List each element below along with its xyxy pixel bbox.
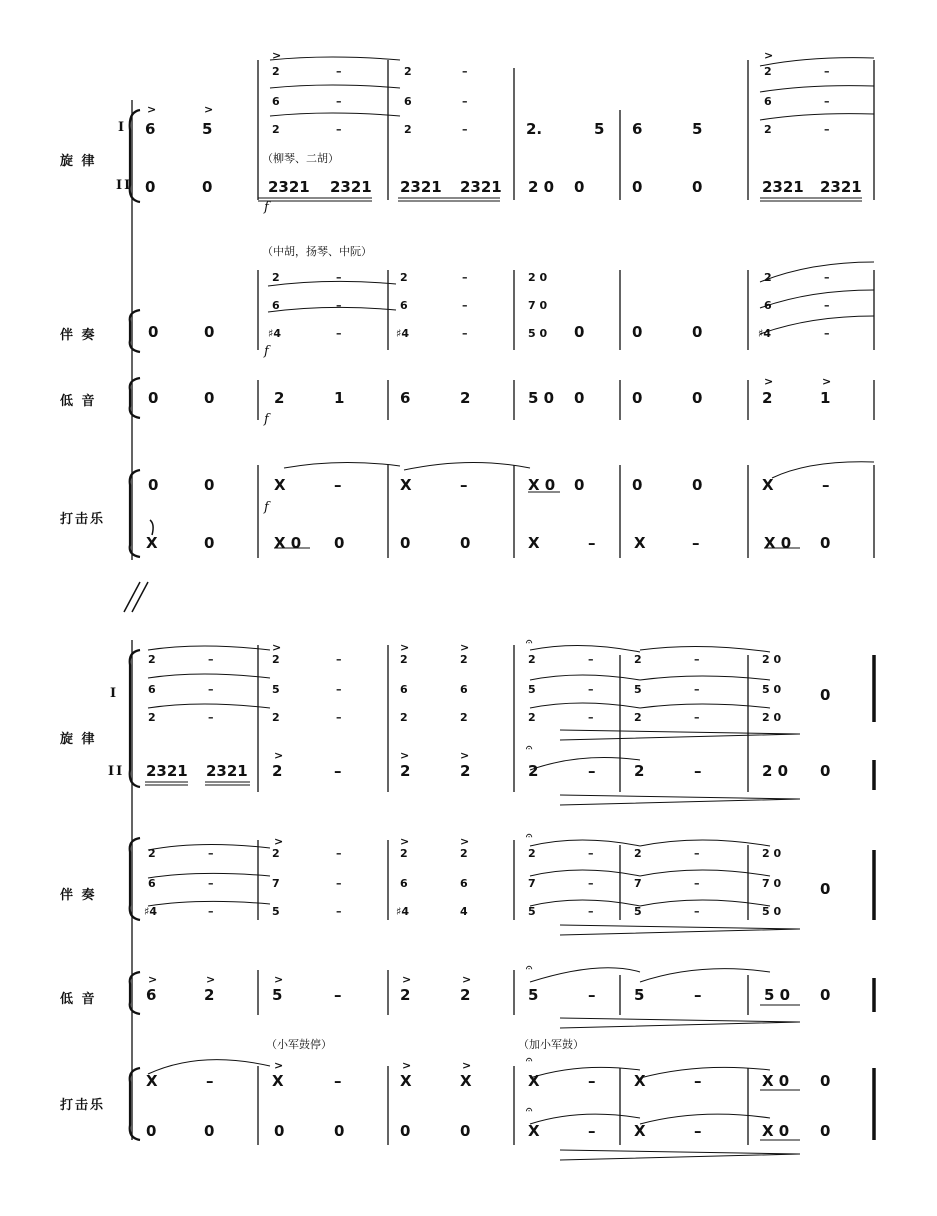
dash: – — [588, 762, 596, 780]
dash: – — [588, 847, 594, 860]
note: 5 — [528, 683, 536, 696]
fermata: 𝄐 — [526, 961, 533, 974]
dynamic-forte: f — [264, 412, 269, 427]
note: X — [146, 534, 158, 552]
note: 0 — [632, 476, 643, 494]
note: 0 — [148, 476, 159, 494]
accent-mark: > — [400, 835, 410, 848]
note: 6 — [632, 120, 643, 138]
note: 2 — [148, 653, 156, 666]
note: 6 — [148, 683, 156, 696]
note-figure: 2321 — [206, 762, 248, 780]
note: 2 — [528, 653, 536, 666]
note: 6 — [146, 986, 157, 1004]
dash: – — [462, 271, 468, 284]
dash: – — [462, 327, 468, 340]
note: X — [400, 476, 412, 494]
note: 2 — [460, 986, 471, 1004]
note: 0 — [632, 389, 643, 407]
note: X — [528, 1122, 540, 1140]
dash: – — [824, 271, 830, 284]
note-figure: 2321 — [460, 178, 502, 196]
label-voice-two-top: II — [116, 178, 133, 193]
note: 7 0 — [528, 299, 548, 312]
note: 2 0 — [528, 271, 548, 284]
fermata: 𝄐 — [526, 829, 533, 842]
note: ♯4 — [396, 327, 409, 340]
note: 0 — [820, 686, 831, 704]
note: 1 — [820, 389, 831, 407]
note: 0 — [202, 178, 213, 196]
note: 0 — [574, 323, 585, 341]
accent-mark: > — [274, 1059, 284, 1072]
accent-mark: > — [274, 973, 284, 986]
accent-mark: > — [460, 835, 470, 848]
dash: – — [694, 986, 702, 1004]
note: 2 — [272, 653, 280, 666]
note: 5 — [272, 905, 280, 918]
note: X — [762, 476, 774, 494]
note: 2 — [634, 711, 642, 724]
note: 2 — [272, 847, 280, 860]
dash: – — [824, 95, 830, 108]
note: ♯4 — [396, 905, 409, 918]
label-accomp-bottom: 伴 奏 — [60, 888, 97, 903]
note: 0 — [334, 534, 345, 552]
dash: – — [588, 877, 594, 890]
note: 2 — [634, 847, 642, 860]
note: 2 — [764, 65, 772, 78]
accent-mark: > — [764, 49, 774, 62]
annotation-add-snare: （加小军鼓） — [518, 1038, 584, 1051]
accent-mark: > — [402, 1059, 412, 1072]
note: 4 — [460, 905, 468, 918]
note: 2 — [528, 762, 539, 780]
dash: – — [334, 1072, 342, 1090]
note: 0 — [632, 178, 643, 196]
note: ♯4 — [758, 327, 771, 340]
note: 2 0 — [762, 711, 782, 724]
note: 0 — [148, 323, 159, 341]
dash: – — [336, 123, 342, 136]
note: 0 — [820, 1122, 831, 1140]
note-figure: 2321 — [146, 762, 188, 780]
note: 6 — [460, 877, 468, 890]
note: 0 — [204, 476, 215, 494]
note: 6 — [400, 299, 408, 312]
note: 2 — [460, 653, 468, 666]
dash: – — [336, 683, 342, 696]
note: 0 — [632, 323, 643, 341]
accent-mark: > — [462, 1059, 472, 1072]
fermata: 𝄐 — [526, 1103, 533, 1116]
label-perc-bottom: 打击乐 — [60, 1098, 106, 1113]
accent-mark: > — [272, 49, 282, 62]
label-melody-bottom: 旋 律 — [60, 732, 97, 747]
note: 0 — [274, 1122, 285, 1140]
note: 0 — [574, 389, 585, 407]
note: 0 — [692, 476, 703, 494]
note: 0 — [146, 1122, 157, 1140]
dynamic-forte: f — [264, 500, 269, 515]
note: 2 — [148, 847, 156, 860]
note: 2 — [460, 389, 471, 407]
note: 5 0 — [764, 986, 791, 1004]
note-figure: 2321 — [268, 178, 310, 196]
dash: – — [336, 299, 342, 312]
dash: – — [336, 653, 342, 666]
note: X — [274, 476, 286, 494]
dash: – — [694, 1122, 702, 1140]
accent-mark: > — [764, 375, 774, 388]
note: 6 — [148, 877, 156, 890]
dash: – — [824, 123, 830, 136]
note: 6 — [400, 877, 408, 890]
dash: – — [588, 986, 596, 1004]
note: 5 — [634, 986, 645, 1004]
dash: – — [336, 905, 342, 918]
note-figure: 2321 — [820, 178, 862, 196]
note: 6 — [460, 683, 468, 696]
dash: – — [824, 327, 830, 340]
dynamic-forte: f — [264, 344, 269, 359]
dash: – — [588, 711, 594, 724]
note: 0 — [204, 323, 215, 341]
dash: – — [588, 534, 596, 552]
note: 2 0 — [762, 653, 782, 666]
note: 6 — [145, 120, 156, 138]
label-melody-top: 旋 律 — [60, 154, 97, 169]
note: 2 0 — [762, 762, 789, 780]
accent-mark: > — [462, 973, 472, 986]
note: 5 — [202, 120, 213, 138]
note: 2 — [762, 389, 773, 407]
note: 0 — [400, 1122, 411, 1140]
note: 2 — [272, 271, 280, 284]
dash: – — [206, 1072, 214, 1090]
dash: – — [694, 683, 700, 696]
note: 2 — [404, 123, 412, 136]
note: 2 — [400, 762, 411, 780]
dash: – — [334, 986, 342, 1004]
system1-accomp-bracket — [130, 310, 140, 352]
note: 0 — [820, 534, 831, 552]
fermata: 𝄐 — [526, 635, 533, 648]
dash: – — [208, 683, 214, 696]
note: X — [634, 534, 646, 552]
dash: – — [336, 847, 342, 860]
dash: – — [462, 65, 468, 78]
dash: – — [824, 65, 830, 78]
dash: – — [692, 534, 700, 552]
dash: – — [336, 327, 342, 340]
dash: – — [824, 299, 830, 312]
note: 2 — [274, 389, 285, 407]
note: 0 — [400, 534, 411, 552]
dash: – — [208, 653, 214, 666]
note: 7 — [528, 877, 536, 890]
dash: – — [694, 1072, 702, 1090]
accent-mark: > — [204, 103, 214, 116]
note: 2 — [204, 986, 215, 1004]
accent-mark: > — [274, 835, 284, 848]
note: X 0 — [528, 476, 556, 494]
note: 2 — [634, 653, 642, 666]
note: 0 — [820, 880, 831, 898]
note: 2 0 — [528, 178, 555, 196]
note: X — [528, 1072, 540, 1090]
note: 2 — [400, 711, 408, 724]
note: 5 0 — [528, 389, 555, 407]
dash: – — [208, 905, 214, 918]
note: 2 — [460, 762, 471, 780]
note: 6 — [272, 95, 280, 108]
accent-mark: > — [272, 641, 282, 654]
note: 6 — [764, 299, 772, 312]
accent-mark: > — [206, 973, 216, 986]
note: 0 — [692, 178, 703, 196]
note: 5 — [634, 905, 642, 918]
note: X — [272, 1072, 284, 1090]
dash: – — [208, 847, 214, 860]
note: 0 — [460, 1122, 471, 1140]
accent-mark: > — [148, 973, 158, 986]
note: 6 — [272, 299, 280, 312]
dash: – — [462, 123, 468, 136]
note: ♯4 — [268, 327, 281, 340]
note: 0 — [820, 1072, 831, 1090]
dash: – — [460, 476, 468, 494]
accent-mark: > — [460, 641, 470, 654]
dash: – — [588, 905, 594, 918]
note: 2 — [460, 711, 468, 724]
dash: – — [694, 711, 700, 724]
note: 5 — [272, 986, 283, 1004]
note: 6 — [404, 95, 412, 108]
dash: – — [334, 762, 342, 780]
note: X — [528, 534, 540, 552]
system1-perc-bracket — [130, 470, 140, 557]
note: 2 0 — [762, 847, 782, 860]
dash: – — [336, 877, 342, 890]
note: 0 — [145, 178, 156, 196]
note: 1 — [334, 389, 345, 407]
note: 2 — [400, 653, 408, 666]
note: 0 — [820, 762, 831, 780]
label-voice-one-bottom: I — [110, 686, 119, 701]
dash: – — [694, 905, 700, 918]
note-figure: 2321 — [400, 178, 442, 196]
note: 6 — [400, 683, 408, 696]
note: 5 — [692, 120, 703, 138]
note: 6 — [400, 389, 411, 407]
dash: – — [822, 476, 830, 494]
note: 5 — [528, 986, 539, 1004]
note: 0 — [334, 1122, 345, 1140]
note: X 0 — [274, 534, 302, 552]
note: X 0 — [764, 534, 792, 552]
accent-mark: > — [822, 375, 832, 388]
note: 0 — [692, 389, 703, 407]
note: 2 — [272, 65, 280, 78]
dash: – — [588, 1122, 596, 1140]
note: 5 — [594, 120, 605, 138]
dash: – — [336, 711, 342, 724]
dash: – — [336, 95, 342, 108]
dash: – — [462, 95, 468, 108]
note: 0 — [820, 986, 831, 1004]
note: 0 — [204, 389, 215, 407]
note: X 0 — [762, 1072, 790, 1090]
note: 2 — [272, 762, 283, 780]
note: X — [634, 1122, 646, 1140]
note: 0 — [204, 534, 215, 552]
dynamic-forte: f — [264, 200, 269, 215]
note: 6 — [764, 95, 772, 108]
dash: – — [208, 711, 214, 724]
note: X — [146, 1072, 158, 1090]
note: 2 — [634, 762, 645, 780]
note: 0 — [204, 1122, 215, 1140]
label-voice-one-top: I — [118, 120, 127, 135]
note: X — [460, 1072, 472, 1090]
note: 5 0 — [528, 327, 548, 340]
dash: – — [336, 271, 342, 284]
note-figure: 2321 — [762, 178, 804, 196]
note: 2 — [148, 711, 156, 724]
note: 2 — [764, 271, 772, 284]
note: 2 — [460, 847, 468, 860]
fermata: 𝄐 — [526, 1053, 533, 1066]
note: X 0 — [762, 1122, 790, 1140]
dash: – — [334, 476, 342, 494]
note: 7 — [634, 877, 642, 890]
note: 0 — [460, 534, 471, 552]
note: 2 — [400, 986, 411, 1004]
dash: – — [694, 762, 702, 780]
note: 2 — [404, 65, 412, 78]
dash: – — [336, 65, 342, 78]
fermata: 𝄐 — [526, 741, 533, 754]
note: 0 — [574, 178, 585, 196]
note: 5 0 — [762, 905, 782, 918]
note: 5 — [634, 683, 642, 696]
note: 2 — [400, 847, 408, 860]
dash: – — [588, 683, 594, 696]
label-bass-top: 低 音 — [60, 394, 97, 409]
annotation-zhonghu: （中胡，扬琴、中阮） — [262, 245, 372, 258]
note: 5 0 — [762, 683, 782, 696]
accent-mark: > — [402, 973, 412, 986]
dash: – — [694, 877, 700, 890]
label-bass-bottom: 低 音 — [60, 992, 97, 1007]
note: 0 — [692, 323, 703, 341]
dash: – — [588, 1072, 596, 1090]
note: 0 — [574, 476, 585, 494]
accent-mark: > — [274, 749, 284, 762]
dash: – — [208, 877, 214, 890]
note: X — [634, 1072, 646, 1090]
note: ♯4 — [144, 905, 157, 918]
note: 7 0 — [762, 877, 782, 890]
annotation-liuqin-erhu: （柳琴、二胡） — [262, 152, 339, 165]
system1-bass-bracket — [130, 378, 140, 418]
note: 2 — [272, 123, 280, 136]
label-voice-two-bottom: II — [108, 764, 125, 779]
note: 2 — [400, 271, 408, 284]
note: 7 — [272, 877, 280, 890]
dash: – — [462, 299, 468, 312]
note: 2 — [272, 711, 280, 724]
accent-mark: > — [400, 641, 410, 654]
label-accomp-top: 伴 奏 — [60, 328, 97, 343]
accent-mark: > — [147, 103, 157, 116]
note: 2 — [528, 847, 536, 860]
note: 5 — [272, 683, 280, 696]
accent-mark: > — [460, 749, 470, 762]
note-figure: 2321 — [330, 178, 372, 196]
accent-mark: > — [400, 749, 410, 762]
note: 0 — [148, 389, 159, 407]
note: 2. — [526, 120, 543, 138]
note: 2 — [528, 711, 536, 724]
dash: – — [694, 653, 700, 666]
note: 5 — [528, 905, 536, 918]
note: 2 — [764, 123, 772, 136]
dash: – — [588, 653, 594, 666]
label-perc-top: 打击乐 — [60, 512, 106, 527]
note: X — [400, 1072, 412, 1090]
dash: – — [694, 847, 700, 860]
annotation-snare-stop: （小军鼓停） — [266, 1038, 332, 1051]
